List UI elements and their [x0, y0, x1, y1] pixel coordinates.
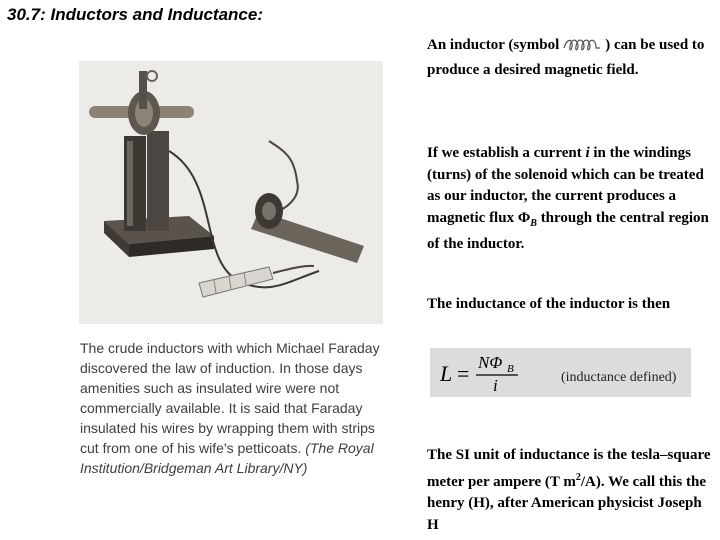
formula-numerator: NΦ — [478, 353, 503, 372]
flux-subscript: B — [530, 217, 537, 229]
paragraph-si-unit — [427, 445, 712, 536]
formula-lhs: L — [440, 361, 453, 386]
paragraph-current-flux — [427, 143, 712, 256]
formula-equals: = — [457, 361, 470, 386]
p4-text-b: /A). We call this the henry (H), after American physicist Joseph H — [427, 473, 706, 533]
faraday-inductors-photo — [79, 61, 383, 324]
flux-symbol — [517, 209, 537, 229]
p4-text-a: The SI unit of inductance is the tesla–square meter per ampere (T m — [427, 447, 711, 490]
caption-credit: (The Royal Institution/Bridgeman Art Library/NY) — [80, 440, 374, 476]
p4-superscript: 2 — [575, 471, 581, 483]
p1-text-after: ) can be used to produce a desired magnetic field. — [427, 37, 705, 78]
formula-note: (inductance defined) — [561, 370, 677, 385]
slide-title: 30.7: Inductors and Inductance: — [7, 5, 263, 24]
caption-text: The crude inductors with which Michael Faraday discovered the law of induction. In those days amenities such as insulated wire were not commercially available. It is said that Faraday insulated his wires by wrapping them with strips cut from one of his wife's petticoats. — [80, 340, 380, 456]
p2-text-b: in the windings (turns) of the solenoid which can be treated as our inductor, the current produces a magnetic flux — [427, 145, 704, 226]
p2-text-c: through the central region of the inductor. — [427, 209, 709, 252]
flux-phi: Φ — [517, 209, 531, 226]
p1-text-before: An inductor (symbol — [427, 37, 560, 53]
formula-numerator-subscript: B — [507, 363, 514, 375]
current-symbol: i — [585, 145, 590, 161]
figure-caption — [80, 338, 384, 478]
p2-text-a: If we establish a current — [427, 145, 582, 161]
inductor-symbol-icon — [563, 38, 601, 60]
paragraph-inductance: The inductance of the inductor is then — [427, 296, 671, 312]
formula-denominator: i — [493, 376, 498, 395]
inductance-formula — [430, 348, 691, 397]
paragraph-inductor-symbol — [427, 35, 712, 81]
